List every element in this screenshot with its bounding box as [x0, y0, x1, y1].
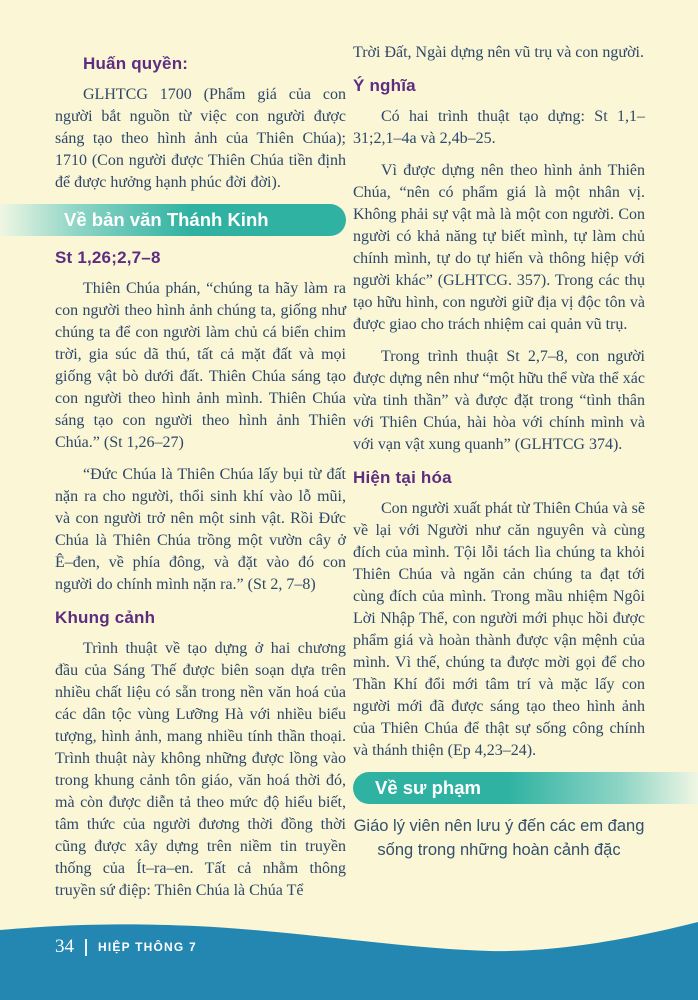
journal-title: HIỆP THÔNG 7 [98, 940, 197, 954]
pedagogy-section-banner-label: Về sư phạm [375, 777, 481, 798]
actualization-heading: Hiện tại hóa [353, 468, 452, 487]
setting-paragraph: Trình thuật về tạo dựng ở hai chương đầu của Sáng Thế được biên soạn dựa trên nhiều chất liệu có sẵn trong nền văn hoá của các dân tộc vùng Lưỡng Hà với nhiều biểu tượng, hình ảnh, mang nhiều tính thần thoại. Trình thuật này không những được lồng vào trong khung cảnh tôn giáo, văn hoá thời đó, mà còn được diễn tả theo mức độ hiểu biết, tâm thức của người đương thời đồng thời cũng được xây dựng trên niềm tin truyền thống của Ít–ra–en. Tất cả nhằm thông truyền sứ điệp: Thiên Chúa là Chúa Tể [55, 640, 346, 899]
meaning-paragraph-3: Trong trình thuật St 2,7–8, con người được dựng nên như “một hữu thể vừa thể xác vừa tinh thần” và được đặt trong “tình thân với Thiên Chúa, hài hòa với chính mình và với vạn vật xung quanh” (GLHTCG 374). [353, 348, 645, 453]
scripture-quote-paragraph-2: “Đức Chúa là Thiên Chúa lấy bụi từ đất nặn ra cho người, thổi sinh khí vào lỗ mũi, và con người trở nên một sinh vật. Rồi Đức Chúa là Thiên Chúa trồng một vườn cây ở Ê–đen, về phía đông, và đặt vào đó con người do chính mình nặn ra.” (St 2, 7–8) [55, 466, 346, 593]
scripture-section-banner [0, 204, 346, 236]
magisterium-paragraph: GLHTCG 1700 (Phẩm giá của con người bắt nguồn từ việc con người được sáng tạo theo hình ảnh của Thiên Chúa); 1710 (Con người được Thiên Chúa tiền định để được hưởng hạnh phúc đời đời). [55, 86, 346, 191]
pedagogy-section-banner [353, 772, 698, 804]
scripture-section-banner-label: Về bản văn Thánh Kinh [64, 209, 269, 230]
magisterium-heading: Huấn quyền: [83, 54, 189, 73]
left-column [55, 46, 346, 912]
scripture-reference-heading: St 1,26;2,7–8 [55, 248, 161, 267]
actualization-paragraph: Con người xuất phát từ Thiên Chúa và sẽ về lại với Người như căn nguyên và cùng đích của mình. Tội lỗi tách lìa chúng ta khỏi Thiên Chúa và ngăn cản chúng ta đạt tới cùng đích của mình. Trong mầu nhiệm Ngôi Lời Nhập Thể, con người mới phục hồi được phẩm giá và hoàn thành được vận mệnh của mình. Vì thế, chúng ta được mời gọi để cho Thần Khí đổi mới tâm trí và mặc lấy con người mới đã được sáng tạo theo hình ảnh của Thiên Chúa để thật sự sống công chính và thánh thiện (Ep 4,23–24). [353, 500, 645, 759]
setting-heading: Khung cảnh [55, 608, 156, 627]
right-column [353, 42, 645, 862]
continuation-paragraph: Trời Đất, Ngài dựng nên vũ trụ và con người. [353, 44, 644, 61]
pedagogy-paragraph: Giáo lý viên nên lưu ý đến các em đang sống trong những hoàn cảnh đặc [353, 817, 645, 859]
meaning-heading: Ý nghĩa [353, 76, 416, 95]
scripture-quote-paragraph-1: Thiên Chúa phán, “chúng ta hãy làm ra con người theo hình ảnh chúng ta, giống như chúng ta để con người làm chủ cá biển chim trời, gia súc dã thú, tất cả mặt đất và mọi giống vật bò dưới đất. Thiên Chúa sáng tạo con người theo hình ảnh mình. Thiên Chúa sáng tạo con người theo hình ảnh Thiên Chúa.” (St 1,26–27) [55, 280, 346, 451]
page-footer [55, 936, 197, 958]
page-number: 34 [55, 936, 74, 957]
meaning-paragraph-2: Vì được dựng nên theo hình ảnh Thiên Chúa, “nên có phẩm giá là một nhân vị. Không phải sự vật mà là một con người. Con người có khả năng tự biết mình, tự làm chủ chính mình, tự do tự hiến và thông hiệp với người khác” (GLHTCG. 357). Trong các thụ tạo hữu hình, con người giữ địa vị độc tôn và được giao cho trách nhiệm cai quản vũ trụ. [353, 162, 645, 333]
meaning-paragraph-1: Có hai trình thuật tạo dựng: St 1,1–31;2,1–4a và 2,4b–25. [353, 108, 645, 147]
footer-divider [85, 939, 87, 956]
